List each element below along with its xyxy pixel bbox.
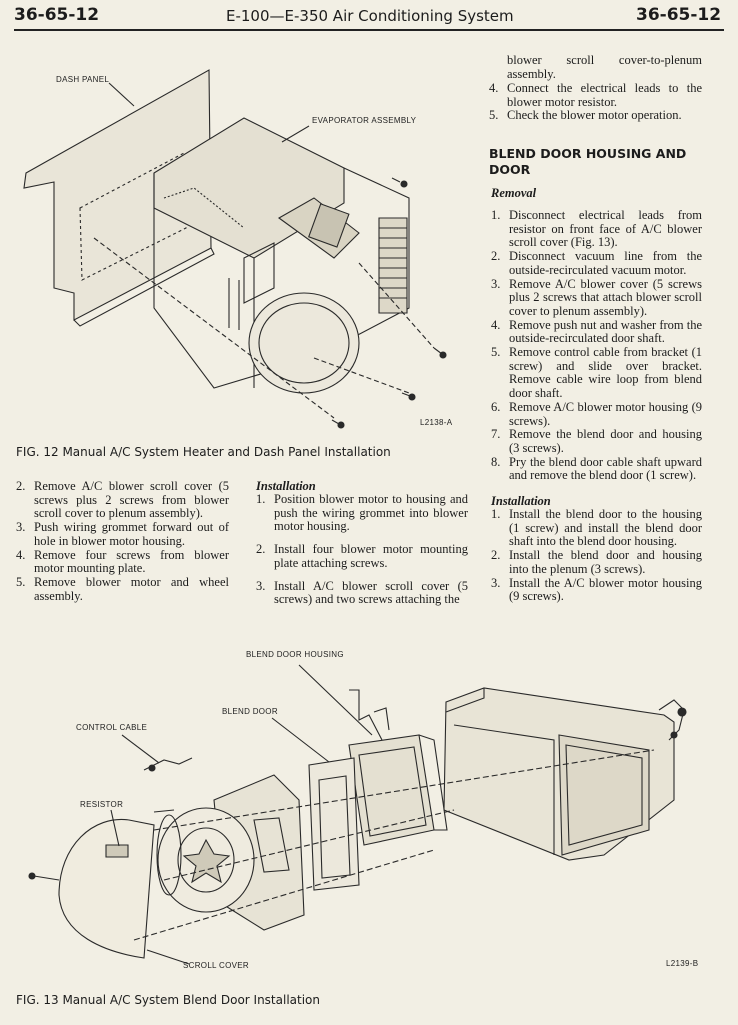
list-item: 7. Remove the blend door and housing (3 screws). — [491, 427, 702, 455]
callout-blend-door: BLEND DOOR — [222, 707, 278, 716]
header-rule — [14, 29, 724, 31]
callout-dash-panel: DASH PANEL — [56, 75, 110, 84]
fig12-illustration — [14, 58, 484, 438]
list-item: 4. Connect the electrical leads to the blower motor resistor. — [489, 81, 702, 109]
list-item: 2. Install four blower motor mounting plate attaching screws. — [256, 542, 468, 570]
list-item: 8. Pry the blend door cable shaft upward and remove the blend door (1 screw). — [491, 454, 702, 483]
fig13-caption: FIG. 13 Manual A/C System Blend Door Installation — [16, 993, 321, 1007]
removal-steps-list — [491, 209, 702, 483]
list-item: 5. Remove blower motor and wheel assembly. — [16, 574, 229, 603]
callout-scroll-cover: SCROLL COVER — [183, 961, 249, 970]
fig13-code: L2139-B — [666, 959, 699, 968]
list-item: 3. Install A/C blower scroll cover (5 screws) and two screws attaching the — [256, 578, 468, 607]
callout-evaporator-assembly: EVAPORATOR ASSEMBLY — [312, 116, 417, 125]
mid-steps-list — [256, 493, 468, 607]
installation-steps-list — [491, 508, 702, 604]
removal-heading: Removal — [491, 186, 537, 200]
list-item: 6. Remove A/C blower motor housing (9 screws). — [491, 399, 702, 428]
list-item: 1. Install the blend door to the housing (1 screw) and install the blend door shaft into the blend door housing. — [491, 507, 702, 549]
section-heading: BLEND DOOR HOUSING AND DOOR — [489, 146, 687, 177]
list-item: 1. Position blower motor to housing and push the wiring grommet into blower motor housing. — [256, 492, 468, 534]
list-item: 1. Disconnect electrical leads from resistor on front face of A/C blower scroll cover (Fig. 13). — [491, 208, 702, 250]
right-steps-a — [489, 82, 702, 123]
list-item: 2. Disconnect vacuum line from the outside-recirculated vacuum motor. — [491, 249, 702, 277]
list-item: 3. Push wiring grommet forward out of hole in blower motor housing. — [16, 520, 229, 548]
page-number-right: 36-65-12 — [636, 5, 722, 25]
list-item: 2. Remove A/C blower scroll cover (5 screws plus 2 screws from blower scroll cover to plenum assembly). — [16, 479, 229, 521]
callout-resistor: RESISTOR — [80, 800, 124, 809]
list-item: 4. Remove push nut and washer from the outside-recirculated door shaft. — [491, 317, 703, 346]
fig12-caption: FIG. 12 Manual A/C System Heater and Dash Panel Installation — [16, 445, 391, 459]
list-item: 4. Remove four screws from blower motor mounting plate. — [16, 547, 229, 576]
list-item: 3. Install the A/C blower motor housing (9 screws). — [491, 575, 702, 604]
callout-control-cable: CONTROL CABLE — [76, 723, 148, 732]
list-item: 5. Remove control cable from bracket (1 screw) and slide over bracket. Remove cable wire loop from blend door shaft. — [491, 345, 702, 401]
page-title: E-100—E-350 Air Conditioning System — [226, 7, 514, 25]
callout-blend-door-housing: BLEND DOOR HOUSING — [246, 650, 344, 659]
fig12-code: L2138-A — [420, 418, 453, 427]
list-item: 3. Remove A/C blower cover (5 screws plus 2 screws that attach blower scroll cover to plenum assembly). — [491, 276, 702, 318]
installation-heading-right: Installation — [491, 494, 551, 508]
left-steps-list — [16, 480, 229, 603]
continuation-text: blower scroll cover-to-plenum assembly. — [507, 53, 702, 81]
list-item: 5. Check the blower motor operation. — [489, 108, 682, 123]
installation-heading-mid: Installation — [256, 479, 316, 493]
page-number-left: 36-65-12 — [14, 5, 100, 25]
list-item: 2. Install the blend door and housing into the plenum (3 screws). — [491, 548, 702, 576]
